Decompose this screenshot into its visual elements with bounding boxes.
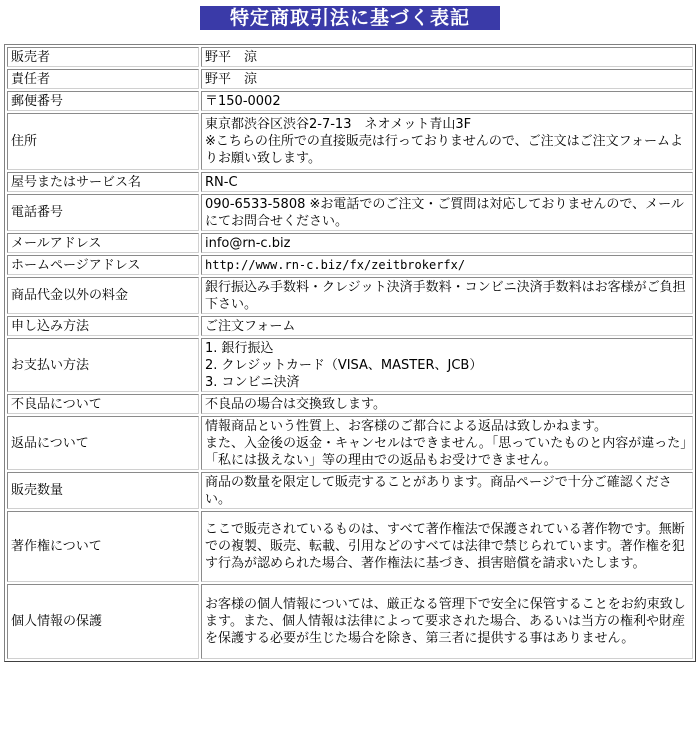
value-line: 野平 涼 bbox=[205, 49, 258, 65]
table-row bbox=[7, 113, 693, 170]
table-row bbox=[7, 338, 693, 392]
value-line: RN-C bbox=[205, 174, 238, 190]
row-value bbox=[201, 277, 693, 314]
row-value bbox=[201, 316, 693, 336]
row-label: 返品について bbox=[7, 416, 199, 470]
row-label: 住所 bbox=[7, 113, 199, 170]
row-label: お支払い方法 bbox=[7, 338, 199, 392]
row-value bbox=[201, 113, 693, 170]
row-label: 販売数量 bbox=[7, 472, 199, 509]
row-value bbox=[201, 233, 693, 253]
value-line: 090-6533-5808 ※お電話でのご注文・ご質問は対応しておりませんので、メールにてお問合せください。 bbox=[205, 196, 684, 229]
value-line: また、入金後の返金・キャンセルはできません。「思っていたものと内容が違った」「私には扱えない」等の理由での返品もお受けできません。 bbox=[205, 435, 687, 468]
value-line[interactable]: http://www.rn-c.biz/fx/zeitbrokerfx/ bbox=[205, 257, 466, 272]
value-line: 3. コンビニ決済 bbox=[205, 374, 300, 390]
row-value bbox=[201, 416, 693, 470]
row-label: 販売者 bbox=[7, 47, 199, 67]
table-row bbox=[7, 91, 693, 111]
value-line: 情報商品という性質上、お客様のご都合による返品は致しかねます。 bbox=[205, 418, 607, 434]
table-row bbox=[7, 194, 693, 231]
table-row bbox=[7, 233, 693, 253]
row-value bbox=[201, 47, 693, 67]
table-row bbox=[7, 416, 693, 470]
row-label: 責任者 bbox=[7, 69, 199, 89]
row-label: ホームページアドレス bbox=[7, 255, 199, 275]
row-label: 電話番号 bbox=[7, 194, 199, 231]
row-value bbox=[201, 91, 693, 111]
row-label: 郵便番号 bbox=[7, 91, 199, 111]
row-label: 著作権について bbox=[7, 511, 199, 582]
value-line: ※こちらの住所での直接販売は行っておりませんので、ご注文はご注文フォームよりお願い致します。 bbox=[205, 134, 683, 166]
value-line: 不良品の場合は交換致します。 bbox=[205, 396, 386, 412]
value-line: 銀行振込み手数料・クレジット決済手数料・コンビニ決済手数料はお客様がご負担下さい。 bbox=[205, 279, 686, 312]
row-label: メールアドレス bbox=[7, 233, 199, 253]
row-value bbox=[201, 338, 693, 392]
table-row bbox=[7, 255, 693, 275]
value-line: 1. 銀行振込 bbox=[205, 340, 274, 356]
row-value bbox=[201, 172, 693, 192]
table-row bbox=[7, 69, 693, 89]
row-value bbox=[201, 69, 693, 89]
value-line: 東京都渋谷区渋谷2-7-13 ネオメット青山3F bbox=[205, 117, 472, 132]
value-line: ここで販売されているものは、すべて著作権法で保護されている著作物です。無断での複製、販売、転載、引用などのすべては法律で禁じられています。著作権を犯す行為が認められた場合、著作権法に基づき、損害賠償を請求いたします。 bbox=[205, 522, 685, 571]
value-line: 野平 涼 bbox=[205, 71, 258, 87]
table-row bbox=[7, 394, 693, 414]
row-value bbox=[201, 511, 693, 582]
row-value bbox=[201, 194, 693, 231]
row-value bbox=[201, 394, 693, 414]
row-label: 屋号またはサービス名 bbox=[7, 172, 199, 192]
table-row bbox=[7, 277, 693, 314]
table-row bbox=[7, 172, 693, 192]
table-row bbox=[7, 47, 693, 67]
row-value bbox=[201, 255, 693, 275]
value-line: 2. クレジットカード（VISA、MASTER、JCB） bbox=[205, 357, 483, 373]
value-line: お客様の個人情報については、厳正なる管理下で安全に保管することをお約束致します。また、個人情報は法律によって要求された場合、あるいは当方の権利や財産を保護する必要が生じた場合を除き、第三者に提供する事はありません。 bbox=[205, 597, 686, 646]
title-area bbox=[0, 0, 700, 44]
row-value bbox=[201, 472, 693, 509]
table-row bbox=[7, 511, 693, 582]
value-line: ご注文フォーム bbox=[205, 318, 296, 334]
row-value bbox=[201, 584, 693, 659]
table-row bbox=[7, 472, 693, 509]
value-line[interactable]: info@rn-c.biz bbox=[205, 235, 291, 251]
table-row bbox=[7, 584, 693, 659]
row-label: 個人情報の保護 bbox=[7, 584, 199, 659]
legal-notice-table bbox=[4, 44, 696, 662]
page-title: 特定商取引法に基づく表記 bbox=[200, 6, 500, 30]
value-line: 商品の数量を限定して販売することがあります。商品ページで十分ご確認ください。 bbox=[205, 474, 672, 507]
value-line: 〒150-0002 bbox=[205, 93, 281, 109]
row-label: 不良品について bbox=[7, 394, 199, 414]
row-label: 申し込み方法 bbox=[7, 316, 199, 336]
table-body bbox=[7, 47, 693, 659]
row-label: 商品代金以外の料金 bbox=[7, 277, 199, 314]
table-row bbox=[7, 316, 693, 336]
